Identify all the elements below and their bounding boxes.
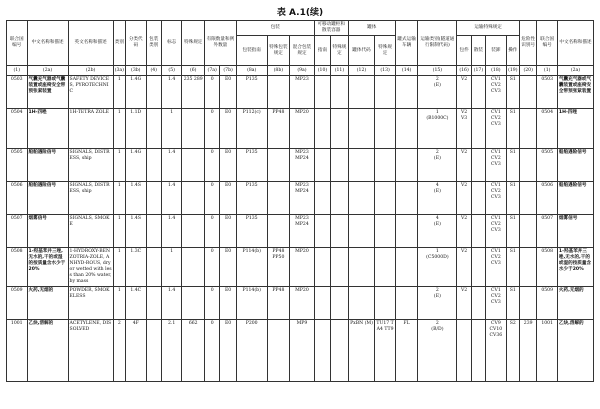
cell-c14 — [395, 76, 418, 109]
cell-c7a: 0 — [204, 215, 219, 248]
cell-c18: CV1 CV2 CV3 — [486, 76, 507, 109]
column-number: (3a) — [113, 66, 125, 76]
column-number: (14) — [395, 66, 418, 76]
cell-c13 — [375, 149, 396, 182]
cell-cn: 气囊充气器或气囊装置或座椅安全带预张紧装置 — [27, 76, 68, 109]
cell-c6 — [182, 182, 205, 215]
cell-c3a: 1 — [113, 109, 125, 149]
cell-c4 — [146, 287, 161, 320]
header-hazard-id: 危险性识别号 — [519, 21, 536, 66]
dangerous-goods-table — [6, 20, 594, 382]
cell-c4 — [146, 76, 161, 109]
cell-c19: S1 — [506, 76, 519, 109]
column-number: (16) — [457, 66, 471, 76]
column-number: (2a) — [557, 66, 593, 76]
cell-c7b: E0 — [220, 76, 236, 109]
cell-un: 0503 — [7, 76, 28, 109]
cell-c16: V2 — [457, 182, 471, 215]
cell-c20 — [519, 149, 536, 182]
header-class-code: 分类代码 — [126, 21, 147, 66]
cell-c14 — [395, 248, 418, 287]
cell-c13 — [375, 287, 396, 320]
header-un-no: 联合国编号 — [7, 21, 28, 66]
column-number: (19) — [506, 66, 519, 76]
cell-c6 — [182, 248, 205, 287]
table-title: 表 A.1(续) — [276, 8, 324, 18]
cell-c20 — [519, 76, 536, 109]
cell-c7b: E0 — [220, 320, 236, 382]
cell-c16: V2 — [457, 149, 471, 182]
cell-c8a: P135 — [236, 76, 267, 109]
cell-cn2: 船舶遇险信号 — [557, 182, 593, 215]
cell-c3b: 1.4S — [126, 215, 147, 248]
cell-c18: CV1 CV2 CV3 — [486, 215, 507, 248]
cell-c6 — [182, 109, 205, 149]
cell-c12: PxBN (M) — [348, 320, 375, 382]
header-ibc: 可移动罐柜和散装容器 — [314, 21, 348, 36]
cell-c4 — [146, 248, 161, 287]
cell-c17 — [471, 76, 485, 109]
cell-c9a: MP23 MP24 — [290, 215, 315, 248]
cell-c3b: 1.3C — [126, 248, 147, 287]
cell-c15: 2 (B/D) — [418, 320, 457, 382]
cell-c8b: PP48 — [267, 287, 290, 320]
header-tank-spec: 特殊规定 — [375, 36, 396, 66]
cell-c7b: E0 — [220, 287, 236, 320]
header-transport-cat: 运输类别(隧道通行限制代码) — [418, 21, 457, 66]
cell-c10 — [314, 182, 330, 215]
cell-en: 1-HYDROXY-BENZOTRIA-ZOLE, ANHYD-ROUS, dry or wetted with less than 20% water, by mass — [68, 248, 113, 287]
cell-c3a: 2 — [113, 320, 125, 382]
cell-c10 — [314, 287, 330, 320]
cell-c15: 2 (E) — [418, 287, 457, 320]
cell-c9a: MP23 MP24 — [290, 149, 315, 182]
cell-c13 — [375, 109, 396, 149]
cell-c10 — [314, 215, 330, 248]
cell-c7b: E0 — [220, 149, 236, 182]
table-row — [7, 248, 594, 287]
cell-c3b: 1.4G — [126, 149, 147, 182]
column-number: (8b) — [267, 66, 290, 76]
cell-c17 — [471, 215, 485, 248]
cell-c3a: 1 — [113, 76, 125, 109]
cell-un: 0507 — [7, 215, 28, 248]
cell-c14: FL — [395, 320, 418, 382]
cell-c7b: E0 — [220, 182, 236, 215]
header-mixed: 混合包装规定 — [290, 36, 315, 66]
cell-en: 1H-TETRA ZOLE — [68, 109, 113, 149]
cell-c4 — [146, 109, 161, 149]
cell-c7b: E0 — [220, 248, 236, 287]
cell-c6 — [182, 149, 205, 182]
table-row — [7, 215, 594, 248]
column-number: (2a) — [27, 66, 68, 76]
cell-c7a: 0 — [204, 149, 219, 182]
column-number: (4) — [146, 66, 161, 76]
cell-c5: 1.4 — [161, 287, 182, 320]
cell-c14 — [395, 109, 418, 149]
cell-cn2: 1-羟基苯并三唑,无水的,干的或湿的按质量含水少于20% — [557, 248, 593, 287]
header-special: 特殊规定 — [182, 21, 205, 66]
cell-c6: 662 — [182, 320, 205, 382]
cell-c18: CV1 CV2 CV3 — [486, 149, 507, 182]
cell-cn2: 气囊充气器或气囊装置或座椅安全带预张紧装置 — [557, 76, 593, 109]
header-class: 类别 — [113, 21, 125, 66]
cell-c9a: MP20 — [290, 287, 315, 320]
header-ibc-spec: 特殊规定 — [331, 36, 348, 66]
header-special-pack: 特殊包装规定 — [267, 36, 290, 66]
cell-un: 0509 — [7, 287, 28, 320]
cell-c10 — [314, 248, 330, 287]
cell-cn: 火药,无烟的 — [27, 287, 68, 320]
cell-c5: 2.1 — [161, 320, 182, 382]
cell-c4 — [146, 182, 161, 215]
cell-c13 — [375, 215, 396, 248]
cell-c7a: 0 — [204, 320, 219, 382]
cell-cn: 1H-四唑 — [27, 109, 68, 149]
column-number: (1) — [537, 66, 558, 76]
cell-c12 — [348, 149, 375, 182]
cell-cn: 1-羟基苯并三唑,无水的,干的或湿的按质量含水少于20% — [27, 248, 68, 287]
column-number: (7a) — [204, 66, 219, 76]
cell-c12 — [348, 76, 375, 109]
cell-c3a: 1 — [113, 149, 125, 182]
cell-c3a: 1 — [113, 215, 125, 248]
header-cn-name: 中文名称和描述 — [27, 21, 68, 66]
cell-cn2: 乙炔,溶解的 — [557, 320, 593, 382]
cell-c4 — [146, 215, 161, 248]
cell-c14 — [395, 182, 418, 215]
cell-c12 — [348, 109, 375, 149]
cell-un2: 0504 — [537, 109, 558, 149]
cell-c7a: 0 — [204, 248, 219, 287]
header-limited: 有限数量和例外数量 — [204, 21, 236, 66]
cell-un: 0504 — [7, 109, 28, 149]
cell-c20 — [519, 109, 536, 149]
header-label: 标志 — [161, 21, 182, 66]
table-row — [7, 109, 594, 149]
cell-c3b: 1.4C — [126, 287, 147, 320]
cell-cn2: 1H-四唑 — [557, 109, 593, 149]
cell-c19: S1 — [506, 182, 519, 215]
cell-c16: V2 — [457, 76, 471, 109]
cell-cn2: 烟雾信号 — [557, 215, 593, 248]
cell-un2: 0508 — [537, 248, 558, 287]
cell-c14 — [395, 287, 418, 320]
cell-cn: 烟雾信号 — [27, 215, 68, 248]
header-vehicle: 罐式运输车辆 — [395, 21, 418, 66]
cell-c9a: MP23 MP24 — [290, 182, 315, 215]
column-number: (5) — [161, 66, 182, 76]
cell-c12 — [348, 215, 375, 248]
cell-c3a: 1 — [113, 182, 125, 215]
cell-c16: V2 V3 — [457, 109, 471, 149]
header-packaging: 包装 — [236, 21, 314, 36]
cell-un2: 0506 — [537, 182, 558, 215]
header-ibc-instr: 指南 — [314, 36, 330, 66]
cell-c17 — [471, 287, 485, 320]
cell-c16 — [457, 320, 471, 382]
cell-c10 — [314, 149, 330, 182]
column-number: (9a) — [290, 66, 315, 76]
cell-c15: 2 (E) — [418, 76, 457, 109]
column-number: (20) — [519, 66, 536, 76]
cell-un: 1001 — [7, 320, 28, 382]
table-row — [7, 182, 594, 215]
cell-en: SIGNALS, DISTRESS, ship — [68, 182, 113, 215]
header-tank-code: 罐体代码 — [348, 36, 375, 66]
header-pack-instr: 包装指南 — [236, 36, 267, 66]
cell-en: ACETYLENE, DISSOLVED — [68, 320, 113, 382]
cell-c11 — [331, 287, 348, 320]
column-number: (3b) — [126, 66, 147, 76]
cell-c8b — [267, 149, 290, 182]
cell-c12 — [348, 182, 375, 215]
column-number: (6) — [182, 66, 205, 76]
cell-c8a: P135 — [236, 182, 267, 215]
header-tank: 罐体 — [348, 21, 395, 36]
cell-c19: S1 — [506, 248, 519, 287]
table-body — [7, 76, 594, 382]
cell-c15: 4 (E) — [418, 215, 457, 248]
cell-c10 — [314, 320, 330, 382]
cell-c17 — [471, 248, 485, 287]
cell-c7b: E0 — [220, 109, 236, 149]
header-load: 装卸 — [486, 36, 507, 66]
cell-c11 — [331, 248, 348, 287]
cell-c10 — [314, 76, 330, 109]
cell-c11 — [331, 320, 348, 382]
cell-c7a: 0 — [204, 182, 219, 215]
header-op: 操作 — [506, 36, 519, 66]
cell-c3b: 1.4S — [126, 182, 147, 215]
cell-c7b: E0 — [220, 215, 236, 248]
cell-c13 — [375, 182, 396, 215]
cell-c7a: 0 — [204, 287, 219, 320]
cell-c18: CV1 CV2 CV3 — [486, 287, 507, 320]
cell-c8b — [267, 320, 290, 382]
cell-c18: CV9 CV10 CV36 — [486, 320, 507, 382]
cell-c17 — [471, 182, 485, 215]
cell-c3a: 1 — [113, 287, 125, 320]
cell-un2: 0507 — [537, 215, 558, 248]
header-pkg-group: 包装类别 — [146, 21, 161, 66]
cell-c19: S1 — [506, 215, 519, 248]
cell-c19: S1 — [506, 109, 519, 149]
cell-un2: 1001 — [537, 320, 558, 382]
cell-c14 — [395, 149, 418, 182]
cell-c9a: MP20 — [290, 248, 315, 287]
cell-c12 — [348, 248, 375, 287]
cell-c17 — [471, 109, 485, 149]
cell-c11 — [331, 109, 348, 149]
cell-c6 — [182, 287, 205, 320]
cell-cn: 船舶遇险信号 — [27, 149, 68, 182]
cell-cn2: 火药,无烟的 — [557, 287, 593, 320]
cell-un: 0506 — [7, 182, 28, 215]
table-row — [7, 320, 594, 382]
cell-c5: 1.4 — [161, 76, 182, 109]
cell-c13 — [375, 76, 396, 109]
column-number: (13) — [375, 66, 396, 76]
cell-c16: V2 — [457, 287, 471, 320]
cell-c6 — [182, 215, 205, 248]
cell-c15: 1 (B1000C) — [418, 109, 457, 149]
table-row — [7, 149, 594, 182]
cell-c20 — [519, 215, 536, 248]
cell-c20 — [519, 248, 536, 287]
cell-c3b: 4F — [126, 320, 147, 382]
cell-un: 0505 — [7, 149, 28, 182]
cell-c9a: MP9 — [290, 320, 315, 382]
cell-en: POWDER, SMOKELESS — [68, 287, 113, 320]
cell-en: SIGNALS, SMOKE — [68, 215, 113, 248]
cell-c18: CV1 CV2 CV3 — [486, 182, 507, 215]
column-number: (12) — [348, 66, 375, 76]
cell-c19: S1 — [506, 287, 519, 320]
cell-c6: 235 289 — [182, 76, 205, 109]
cell-c15: 1 (C5000D) — [418, 248, 457, 287]
column-number: (18) — [486, 66, 507, 76]
cell-c3b: 1.1D — [126, 109, 147, 149]
cell-c5: 1 — [161, 109, 182, 149]
cell-c9a: MP20 — [290, 109, 315, 149]
cell-c11 — [331, 215, 348, 248]
cell-c18: CV1 CV2 CV3 — [486, 248, 507, 287]
cell-c20: 239 — [519, 320, 536, 382]
cell-en: SAFETY DEVICES, PYROTECHNIC — [68, 76, 113, 109]
cell-c19: S1 — [506, 149, 519, 182]
cell-c16: V2 — [457, 215, 471, 248]
cell-c8a: P114(b) — [236, 287, 267, 320]
column-number: (1) — [7, 66, 28, 76]
header-pkg: 包件 — [457, 36, 471, 66]
column-number-row — [7, 66, 594, 76]
cell-un2: 0503 — [537, 76, 558, 109]
table-row — [7, 287, 594, 320]
cell-un: 0508 — [7, 248, 28, 287]
cell-c20 — [519, 182, 536, 215]
header-un-no-end: 联合国编号 — [537, 21, 558, 66]
cell-c17 — [471, 149, 485, 182]
cell-c9a: MP23 — [290, 76, 315, 109]
cell-cn: 乙炔,溶解的 — [27, 320, 68, 382]
cell-c4 — [146, 320, 161, 382]
cell-c8b: PP48 — [267, 109, 290, 149]
cell-c8a: P114(b) — [236, 248, 267, 287]
cell-c3b: 1.4G — [126, 76, 147, 109]
cell-c8a: P112(c) — [236, 109, 267, 149]
cell-c5: 1 — [161, 248, 182, 287]
column-number: (10) — [314, 66, 330, 76]
cell-c18: CV1 CV2 CV3 — [486, 109, 507, 149]
header-special-provisions: 运输特殊规定 — [457, 21, 520, 36]
cell-c11 — [331, 182, 348, 215]
cell-c5: 1.4 — [161, 215, 182, 248]
column-number: (15) — [418, 66, 457, 76]
cell-c3a: 1 — [113, 248, 125, 287]
cell-c13 — [375, 248, 396, 287]
cell-c12 — [348, 287, 375, 320]
cell-cn: 船舶遇险信号 — [27, 182, 68, 215]
cell-c20 — [519, 287, 536, 320]
cell-c8b — [267, 182, 290, 215]
cell-un2: 0509 — [537, 287, 558, 320]
cell-c10 — [314, 109, 330, 149]
column-number: (7b) — [220, 66, 236, 76]
cell-c16: V2 — [457, 248, 471, 287]
cell-c8a: P135 — [236, 215, 267, 248]
cell-c8a: P200 — [236, 320, 267, 382]
cell-un2: 0505 — [537, 149, 558, 182]
cell-c4 — [146, 149, 161, 182]
cell-c8a: P135 — [236, 149, 267, 182]
cell-c5: 1.4 — [161, 182, 182, 215]
cell-c11 — [331, 76, 348, 109]
cell-c19: S2 — [506, 320, 519, 382]
header-bulk: 散装 — [471, 36, 485, 66]
column-number: (11) — [331, 66, 348, 76]
cell-c7a: 0 — [204, 76, 219, 109]
cell-c17 — [471, 320, 485, 382]
cell-c5: 1.4 — [161, 149, 182, 182]
header-cn-name-end: 中文名称和描述 — [557, 21, 593, 66]
table-row — [7, 76, 594, 109]
column-number: (17) — [471, 66, 485, 76]
cell-c7a: 0 — [204, 109, 219, 149]
cell-c14 — [395, 215, 418, 248]
cell-c13: TU17 TA4 TT9 — [375, 320, 396, 382]
cell-c8b — [267, 215, 290, 248]
cell-en: SIGNALS, DISTRESS, ship — [68, 149, 113, 182]
cell-c8b — [267, 76, 290, 109]
column-number: (2b) — [68, 66, 113, 76]
cell-c15: 2 (E) — [418, 149, 457, 182]
column-number: (8a) — [236, 66, 267, 76]
header-en-name: 英文名称和描述 — [68, 21, 113, 66]
cell-c15: 4 (E) — [418, 182, 457, 215]
cell-cn2: 船舶遇险信号 — [557, 149, 593, 182]
cell-c11 — [331, 149, 348, 182]
cell-c8b: PP48 PP50 — [267, 248, 290, 287]
